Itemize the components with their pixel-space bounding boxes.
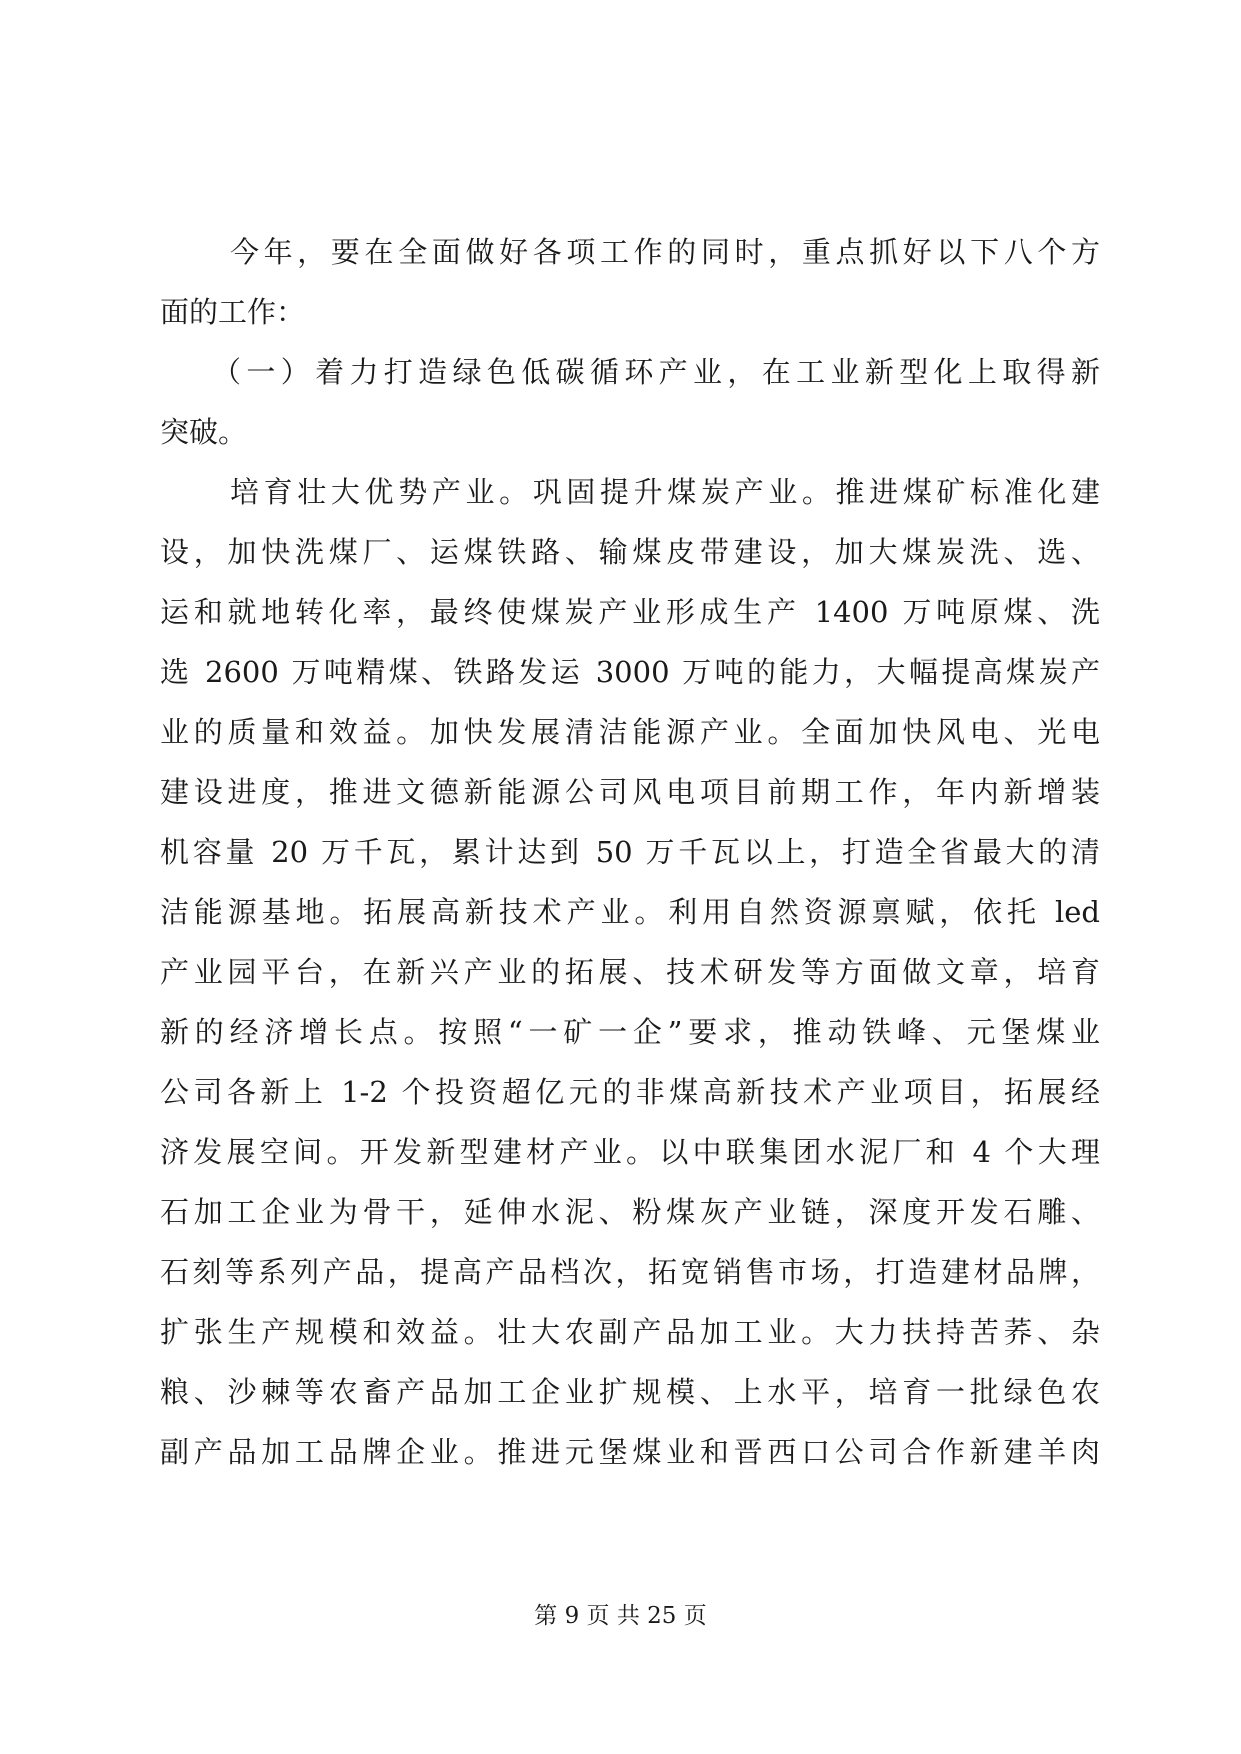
- paragraph-line: 培育壮大优势产业。巩固提升煤炭产业。推进煤矿标准化建: [230, 475, 1100, 509]
- section-heading-line: 突破。: [160, 415, 248, 449]
- paragraph-line: 建设进度，推进文德新能源公司风电项目前期工作，年内新增装: [160, 775, 1100, 809]
- paragraph-line: 粮、沙棘等农畜产品加工企业扩规模、上水平，培育一批绿色农: [160, 1375, 1100, 1409]
- paragraph-line: 新的经济增长点。按照“一矿一企”要求，推动铁峰、元堡煤业: [160, 1015, 1100, 1049]
- paragraph-line: 设，加快洗煤厂、运煤铁路、输煤皮带建设，加大煤炭洗、选、: [160, 535, 1100, 569]
- paragraph-line: 选 2600 万吨精煤、铁路发运 3000 万吨的能力，大幅提高煤炭产: [160, 655, 1100, 689]
- paragraph-line: 公司各新上 1-2 个投资超亿元的非煤高新技术产业项目，拓展经: [160, 1075, 1100, 1109]
- paragraph-line: 业的质量和效益。加快发展清洁能源产业。全面加快风电、光电: [160, 715, 1100, 749]
- paragraph-line: 石刻等系列产品，提高产品档次，拓宽销售市场，打造建材品牌，: [160, 1255, 1100, 1289]
- paragraph-line: 扩张生产规模和效益。壮大农副产品加工业。大力扶持苦荞、杂: [160, 1315, 1100, 1349]
- page-number-footer: 第 9 页 共 25 页: [534, 1603, 707, 1629]
- paragraph-line: 机容量 20 万千瓦，累计达到 50 万千瓦以上，打造全省最大的清: [160, 835, 1100, 869]
- body-text: [160, 222, 1100, 1482]
- section-heading-line: （一）着力打造绿色低碳循环产业，在工业新型化上取得新: [212, 355, 1100, 389]
- paragraph-line: 产业园平台，在新兴产业的拓展、技术研发等方面做文章，培育: [160, 955, 1100, 989]
- paragraph-line: 面的工作：: [160, 295, 306, 329]
- paragraph-line: 副产品加工品牌企业。推进元堡煤业和晋西口公司合作新建羊肉: [160, 1435, 1100, 1469]
- paragraph-line: 洁能源基地。拓展高新技术产业。利用自然资源禀赋，依托 led: [160, 895, 1100, 929]
- paragraph-line: 今年，要在全面做好各项工作的同时，重点抓好以下八个方: [230, 235, 1100, 269]
- paragraph-line: 运和就地转化率，最终使煤炭产业形成生产 1400 万吨原煤、洗: [160, 595, 1100, 629]
- paragraph-line: 济发展空间。开发新型建材产业。以中联集团水泥厂和 4 个大理: [160, 1135, 1100, 1169]
- paragraph-line: 石加工企业为骨干，延伸水泥、粉煤灰产业链，深度开发石雕、: [160, 1195, 1100, 1229]
